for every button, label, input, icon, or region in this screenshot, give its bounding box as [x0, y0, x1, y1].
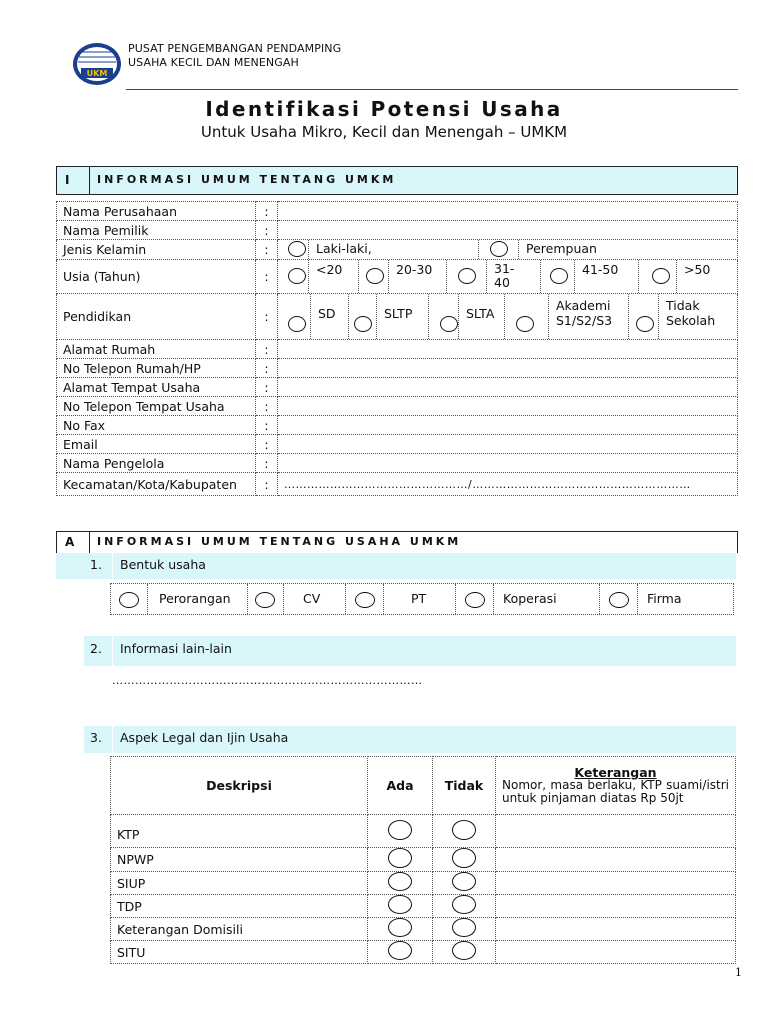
- radio-tidak[interactable]: [452, 848, 476, 868]
- org-line-1: PUSAT PENGEMBANGAN PENDAMPING: [128, 42, 342, 55]
- document-subtitle: Untuk Usaha Mikro, Kecil dan Menengah – UMKM: [200, 123, 568, 141]
- label-alamat-usaha: Alamat Tempat Usaha: [57, 378, 256, 397]
- option-age-lt20: <20: [316, 262, 343, 277]
- radio-koperasi[interactable]: [465, 592, 485, 608]
- label-pendidikan: Pendidikan: [57, 294, 256, 340]
- item-3-label: Aspek Legal dan Ijin Usaha: [120, 730, 289, 745]
- table-row: Kecamatan/Kota/Kabupaten : …………………………………………/…………………………………………………: [57, 473, 738, 496]
- option-age-20-30: 20-30: [396, 262, 433, 277]
- option-edu-slta: SLTA: [466, 306, 495, 321]
- radio-perempuan[interactable]: [490, 241, 508, 257]
- label-nama-pengelola: Nama Pengelola: [57, 454, 256, 473]
- table-row: [111, 872, 736, 895]
- table-row: Nama Perusahaan :: [57, 202, 738, 221]
- input-telp-rumah[interactable]: [278, 359, 738, 378]
- radio-ada[interactable]: [388, 918, 412, 937]
- radio-pt[interactable]: [355, 592, 375, 608]
- label-jenis-kelamin: Jenis Kelamin: [57, 240, 256, 260]
- radio-ada[interactable]: [388, 848, 412, 868]
- label-nama-pemilik: Nama Pemilik: [57, 221, 256, 240]
- table-row: Alamat Tempat Usaha :: [57, 378, 738, 397]
- input-keterangan[interactable]: [496, 941, 736, 964]
- svg-text:UKM: UKM: [86, 69, 108, 78]
- table-row: No Telepon Tempat Usaha :: [57, 397, 738, 416]
- option-perempuan: Perempuan: [526, 241, 597, 256]
- label-nama-perusahaan: Nama Perusahaan: [57, 202, 256, 221]
- row-label: NPWP: [111, 848, 368, 872]
- radio-age-lt20[interactable]: [288, 268, 306, 284]
- option-perorangan: Perorangan: [159, 591, 231, 606]
- section-number: I: [65, 173, 70, 187]
- table-row: Email :: [57, 435, 738, 454]
- radio-edu-slta[interactable]: [440, 316, 458, 332]
- option-koperasi: Koperasi: [503, 591, 557, 606]
- table-row: Pendidikan : SD SLTP SLTA Akademi S1/S2/S3 Tidak Sekolah: [57, 294, 738, 340]
- input-nama-pemilik[interactable]: [278, 221, 738, 240]
- table-row: No Telepon Rumah/HP :: [57, 359, 738, 378]
- radio-age-31-40[interactable]: [458, 268, 476, 284]
- option-edu-sd: SD: [318, 306, 336, 321]
- input-fax[interactable]: [278, 416, 738, 435]
- header-ada: Ada: [368, 757, 433, 815]
- table-row: No Fax :: [57, 416, 738, 435]
- radio-perorangan[interactable]: [119, 592, 139, 608]
- table-row: [111, 895, 736, 918]
- header-keterangan-note: Nomor, masa berlaku, KTP suami/istri untuk pinjaman diatas Rp 50jt: [502, 778, 729, 805]
- input-kecamatan[interactable]: …………………………………………/…………………………………………………: [278, 473, 738, 496]
- label-telp-rumah: No Telepon Rumah/HP: [57, 359, 256, 378]
- option-age-31-40: 31- 40: [494, 261, 515, 290]
- label-fax: No Fax: [57, 416, 256, 435]
- item-1-label: Bentuk usaha: [120, 557, 206, 572]
- business-form-options: [110, 583, 734, 615]
- radio-edu-sltp[interactable]: [354, 316, 372, 332]
- table-header-row: [111, 757, 736, 815]
- input-keterangan[interactable]: [496, 918, 736, 941]
- radio-edu-tidak-sekolah[interactable]: [636, 316, 654, 332]
- radio-firma[interactable]: [609, 592, 629, 608]
- input-keterangan[interactable]: [496, 815, 736, 848]
- section-number: A: [65, 535, 75, 549]
- item-2-band: 2. Informasi lain-lain: [84, 636, 736, 666]
- option-laki-laki: Laki-laki,: [316, 241, 372, 256]
- table-row: Nama Pemilik :: [57, 221, 738, 240]
- section-title: INFORMASI UMUM TENTANG USAHA UMKM: [97, 535, 462, 548]
- document-title: Identifikasi Potensi Usaha: [205, 97, 563, 121]
- input-keterangan[interactable]: [496, 848, 736, 872]
- option-age-gt50: >50: [684, 262, 711, 277]
- header-deskripsi: Deskripsi: [111, 757, 368, 815]
- row-label: SIUP: [111, 872, 368, 895]
- input-telp-usaha[interactable]: [278, 397, 738, 416]
- item-2-label: Informasi lain-lain: [120, 641, 232, 656]
- table-row: Jenis Kelamin : Laki-laki, Perempuan: [57, 240, 738, 260]
- header-tidak: Tidak: [433, 757, 496, 815]
- radio-age-gt50[interactable]: [652, 268, 670, 284]
- table-row: [111, 941, 736, 964]
- option-edu-tidak-sekolah: Tidak Sekolah: [666, 298, 716, 328]
- header-keterangan: Keterangan: [574, 765, 657, 780]
- label-email: Email: [57, 435, 256, 454]
- radio-ada[interactable]: [388, 941, 412, 960]
- ukm-logo: [72, 42, 122, 86]
- radio-tidak[interactable]: [452, 941, 476, 960]
- input-alamat-rumah[interactable]: [278, 340, 738, 359]
- radio-ada[interactable]: [388, 820, 412, 840]
- row-label: TDP: [111, 895, 368, 918]
- legal-permit-table: [110, 756, 736, 964]
- radio-tidak[interactable]: [452, 918, 476, 937]
- item-3-band: 3. Aspek Legal dan Ijin Usaha: [84, 726, 736, 753]
- organization-name: [128, 42, 341, 70]
- radio-tidak[interactable]: [452, 872, 476, 891]
- input-nama-perusahaan[interactable]: [278, 202, 738, 221]
- input-keterangan[interactable]: [496, 872, 736, 895]
- header-rule: [126, 89, 738, 90]
- input-alamat-usaha[interactable]: [278, 378, 738, 397]
- option-edu-sltp: SLTP: [384, 306, 413, 321]
- input-keterangan[interactable]: [496, 895, 736, 918]
- option-cv: CV: [303, 591, 321, 606]
- radio-edu-akademi[interactable]: [516, 316, 534, 332]
- table-row: [111, 918, 736, 941]
- label-usia: Usia (Tahun): [57, 260, 256, 294]
- item-1-band: 1. Bentuk usaha: [56, 553, 736, 579]
- option-pt: PT: [411, 591, 427, 606]
- item-2-fill-line[interactable]: ………………………………………………………………………: [112, 674, 423, 687]
- section-a-header: [56, 531, 738, 553]
- row-label: Keterangan Domisili: [111, 918, 368, 941]
- label-kecamatan: Kecamatan/Kota/Kabupaten: [57, 473, 256, 496]
- radio-edu-sd[interactable]: [288, 316, 306, 332]
- table-row: [111, 848, 736, 872]
- general-info-table: [56, 201, 738, 496]
- page-number: 1: [735, 966, 742, 979]
- option-edu-akademi: Akademi S1/S2/S3: [556, 298, 613, 328]
- table-row: Nama Pengelola :: [57, 454, 738, 473]
- row-label: KTP: [111, 815, 368, 848]
- radio-cv[interactable]: [255, 592, 275, 608]
- input-nama-pengelola[interactable]: [278, 454, 738, 473]
- radio-age-41-50[interactable]: [550, 268, 568, 284]
- label-telp-usaha: No Telepon Tempat Usaha: [57, 397, 256, 416]
- radio-ada[interactable]: [388, 895, 412, 914]
- org-line-2: USAHA KECIL DAN MENENGAH: [128, 56, 299, 69]
- radio-tidak[interactable]: [452, 820, 476, 840]
- label-alamat-rumah: Alamat Rumah: [57, 340, 256, 359]
- table-row: Alamat Rumah :: [57, 340, 738, 359]
- radio-ada[interactable]: [388, 872, 412, 891]
- table-row: Usia (Tahun) : <20 20-30 31- 40 41-50 >50: [57, 260, 738, 294]
- input-email[interactable]: [278, 435, 738, 454]
- radio-laki-laki[interactable]: [288, 241, 306, 257]
- option-firma: Firma: [647, 591, 682, 606]
- row-label: SITU: [111, 941, 368, 964]
- radio-age-20-30[interactable]: [366, 268, 384, 284]
- table-row: [111, 815, 736, 848]
- section-1-header: [56, 166, 738, 195]
- radio-tidak[interactable]: [452, 895, 476, 914]
- option-age-41-50: 41-50: [582, 262, 619, 277]
- section-title: INFORMASI UMUM TENTANG UMKM: [97, 173, 397, 186]
